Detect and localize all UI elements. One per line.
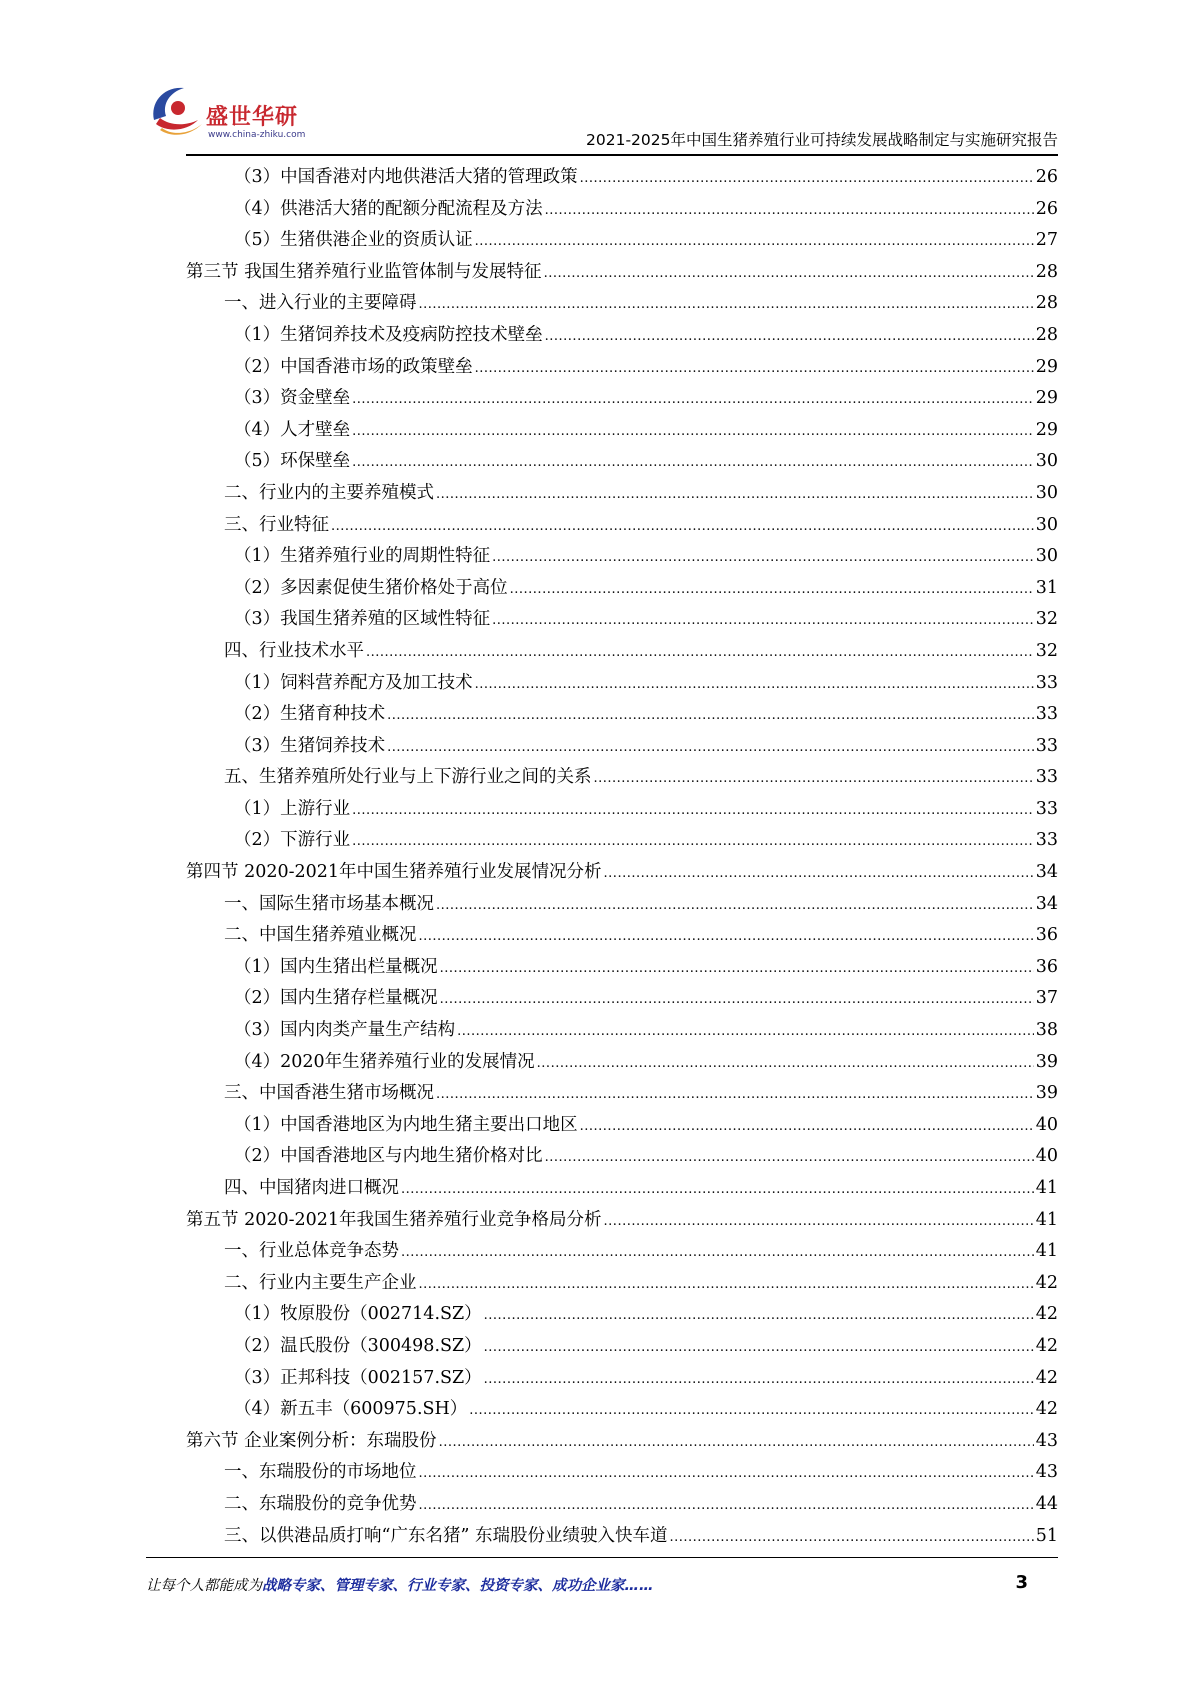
footer-divider <box>146 1557 1058 1558</box>
toc-entry-page: 29 <box>1035 356 1058 377</box>
toc-entry[interactable] <box>186 731 1058 763</box>
toc-entry-page: 38 <box>1035 1020 1058 1041</box>
toc-entry-title: （1）生猪饲养技术及疫病防控技术壁垒 <box>234 324 543 345</box>
toc-leader-dots <box>457 1016 1034 1048</box>
toc-entry-title: 五、生猪养殖所处行业与上下游行业之间的关系 <box>224 767 592 788</box>
toc-leader-dots <box>352 826 1034 858</box>
toc-entry[interactable] <box>186 1236 1058 1268</box>
toc-leader-dots <box>419 921 1034 953</box>
toc-leader-dots <box>594 763 1034 795</box>
toc-entry-page: 32 <box>1035 640 1058 661</box>
toc-entry-page: 42 <box>1035 1304 1058 1325</box>
toc-entry-page: 29 <box>1035 419 1058 440</box>
company-logo <box>146 80 326 150</box>
toc-entry-page: 36 <box>1035 925 1058 946</box>
toc-entry-title: （5）生猪供港企业的资质认证 <box>234 230 473 251</box>
toc-entry[interactable] <box>186 920 1058 952</box>
toc-entry[interactable] <box>186 352 1058 384</box>
toc-entry-title: （2）下游行业 <box>234 830 351 851</box>
toc-leader-dots <box>475 353 1034 385</box>
toc-entry[interactable] <box>186 257 1058 289</box>
toc-entry-page: 44 <box>1035 1493 1058 1514</box>
toc-entry[interactable] <box>186 762 1058 794</box>
toc-entry-title: 二、行业内的主要养殖模式 <box>224 482 434 503</box>
toc-leader-dots <box>492 605 1034 637</box>
toc-entry-page: 31 <box>1035 577 1058 598</box>
toc-entry-page: 33 <box>1035 830 1058 851</box>
toc-leader-dots <box>484 1332 1034 1364</box>
toc-entry-page: 26 <box>1035 167 1058 187</box>
toc-entry[interactable] <box>186 1299 1058 1331</box>
toc-entry-title: 二、行业内主要生产企业 <box>224 1272 417 1293</box>
toc-entry-title: 第三节 我国生猪养殖行业监管体制与发展特征 <box>186 261 542 282</box>
toc-entry-title: （3）我国生猪养殖的区域性特征 <box>234 609 491 630</box>
toc-entry-page: 41 <box>1035 1209 1058 1230</box>
toc-entry-page: 40 <box>1035 1146 1058 1167</box>
brand-name: 盛世华研 <box>206 105 299 130</box>
toc-entry[interactable] <box>186 699 1058 731</box>
toc-leader-dots <box>537 1048 1034 1080</box>
toc-entry-page: 33 <box>1035 798 1058 819</box>
toc-entry[interactable] <box>186 1489 1058 1521</box>
logo-emblem-icon <box>146 80 208 142</box>
toc-leader-dots <box>419 289 1034 321</box>
toc-leader-dots <box>604 858 1034 890</box>
toc-leader-dots <box>469 1395 1033 1427</box>
toc-entry[interactable] <box>186 415 1058 447</box>
toc-entry[interactable] <box>186 320 1058 352</box>
toc-entry-page: 36 <box>1035 956 1058 977</box>
toc-entry[interactable] <box>186 1331 1058 1363</box>
toc-entry-page: 33 <box>1035 735 1058 756</box>
toc-entry[interactable] <box>186 889 1058 921</box>
toc-entry-page: 32 <box>1035 609 1058 630</box>
toc-entry-page: 30 <box>1035 482 1058 503</box>
toc-leader-dots <box>401 1174 1034 1206</box>
toc-entry-title: （2）国内生猪存栏量概况 <box>234 988 438 1009</box>
toc-entry[interactable] <box>186 952 1058 984</box>
footer-slogan-lead: 让每个人都能成为 <box>146 1578 262 1594</box>
toc-entry-page: 40 <box>1035 1114 1058 1135</box>
toc-entry-page: 34 <box>1035 893 1058 914</box>
toc-leader-dots <box>419 1269 1034 1301</box>
toc-leader-dots <box>440 984 1034 1016</box>
toc-entry-title: （2）多因素促使生猪价格处于高位 <box>234 577 508 598</box>
toc-entry-title: 二、中国生猪养殖业概况 <box>224 925 417 946</box>
toc-leader-dots <box>387 700 1034 732</box>
toc-entry-title: 三、行业特征 <box>224 514 329 535</box>
toc-entry-title: （4）新五丰（600975.SH） <box>234 1399 468 1420</box>
toc-entry-page: 41 <box>1035 1241 1058 1262</box>
toc-entry[interactable] <box>186 225 1058 257</box>
toc-leader-dots <box>484 1300 1034 1332</box>
toc-entry-page: 42 <box>1035 1399 1058 1420</box>
toc-entry-page: 30 <box>1035 514 1058 535</box>
toc-entry[interactable] <box>186 288 1058 320</box>
toc-leader-dots <box>436 479 1034 511</box>
toc-leader-dots <box>510 574 1034 606</box>
toc-entry-page: 33 <box>1035 767 1058 788</box>
toc-entry-title: （1）生猪养殖行业的周期性特征 <box>234 546 491 567</box>
toc-entry[interactable] <box>186 541 1058 573</box>
toc-entry-title: （3）资金壁垒 <box>234 388 351 409</box>
toc-entry-page: 33 <box>1035 672 1058 693</box>
toc-entry-title: （2）中国香港地区与内地生猪价格对比 <box>234 1146 543 1167</box>
toc-entry[interactable] <box>186 194 1058 226</box>
toc-entry-title: （4）2020年生猪养殖行业的发展情况 <box>234 1051 535 1072</box>
toc-entry[interactable] <box>186 604 1058 636</box>
toc-leader-dots <box>331 511 1034 543</box>
toc-leader-dots <box>366 637 1034 669</box>
toc-entry-page: 37 <box>1035 988 1058 1009</box>
toc-leader-dots <box>545 321 1034 353</box>
toc-entry[interactable] <box>186 1047 1058 1079</box>
toc-entry-title: 一、国际生猪市场基本概况 <box>224 893 434 914</box>
toc-entry-title: （1）中国香港地区为内地生猪主要出口地区 <box>234 1114 578 1135</box>
toc-entry-title: 第五节 2020-2021年我国生猪养殖行业竞争格局分析 <box>186 1209 602 1230</box>
toc-entry-page: 42 <box>1035 1367 1058 1388</box>
toc-entry-page: 42 <box>1035 1272 1058 1293</box>
toc-entry-title: 一、进入行业的主要障碍 <box>224 293 417 314</box>
toc-leader-dots <box>439 1427 1034 1459</box>
toc-entry-page: 42 <box>1035 1335 1058 1356</box>
toc-entry-title: （3）国内肉类产量生产结构 <box>234 1020 456 1041</box>
toc-leader-dots <box>401 1237 1034 1269</box>
toc-leader-dots <box>352 795 1034 827</box>
toc-leader-dots <box>544 258 1034 290</box>
toc-entry-title: （1）上游行业 <box>234 798 351 819</box>
toc-entry-page: 43 <box>1035 1430 1058 1451</box>
toc-leader-dots <box>669 1522 1033 1554</box>
table-of-contents <box>186 162 1058 1552</box>
toc-entry-title: 第四节 2020-2021年中国生猪养殖行业发展情况分析 <box>186 862 602 883</box>
toc-entry-title: （3）正邦科技（002157.SZ） <box>234 1367 482 1388</box>
toc-entry-title: 三、中国香港生猪市场概况 <box>224 1083 434 1104</box>
toc-entry-page: 30 <box>1035 546 1058 567</box>
toc-entry[interactable] <box>186 162 1058 194</box>
toc-leader-dots <box>545 195 1034 227</box>
toc-entry-title: 一、行业总体竞争态势 <box>224 1241 399 1262</box>
page-header <box>146 80 1058 152</box>
toc-leader-dots <box>492 542 1034 574</box>
toc-entry[interactable] <box>186 1173 1058 1205</box>
toc-entry-title: 三、以供港品质打响“广东名猪” 东瑞股份业绩驶入快车道 <box>224 1525 668 1546</box>
toc-entry[interactable] <box>186 573 1058 605</box>
toc-leader-dots <box>545 1142 1034 1174</box>
toc-entry[interactable] <box>186 446 1058 478</box>
toc-entry-page: 27 <box>1035 230 1058 251</box>
toc-entry-page: 39 <box>1035 1083 1058 1104</box>
toc-entry[interactable] <box>186 1110 1058 1142</box>
toc-entry[interactable] <box>186 794 1058 826</box>
toc-leader-dots <box>436 1079 1034 1111</box>
brand-url: www.china-zhiku.com <box>208 130 306 140</box>
toc-entry-title: （4）供港活大猪的配额分配流程及方法 <box>234 198 543 219</box>
toc-entry-title: 四、行业技术水平 <box>224 640 364 661</box>
toc-entry-title: （1）饲料营养配方及加工技术 <box>234 672 473 693</box>
toc-entry[interactable] <box>186 1205 1058 1237</box>
toc-leader-dots <box>484 1364 1034 1396</box>
toc-entry-page: 41 <box>1035 1178 1058 1198</box>
toc-leader-dots <box>352 447 1034 479</box>
footer-slogan-roles: 战略专家、管理专家、行业专家、投资专家、成功企业家…… <box>262 1578 654 1594</box>
toc-entry-title: （1）国内生猪出栏量概况 <box>234 956 438 977</box>
report-title: 2021-2025年中国生猪养殖行业可持续发展战略制定与实施研究报告 <box>586 131 1058 149</box>
page-number: 3 <box>1015 1572 1028 1593</box>
toc-entry-page: 39 <box>1035 1051 1058 1072</box>
toc-entry-title: （4）人才壁垒 <box>234 419 351 440</box>
toc-entry[interactable] <box>186 1363 1058 1395</box>
toc-entry-title: （2）中国香港市场的政策壁垒 <box>234 356 473 377</box>
toc-entry-title: （3）中国香港对内地供港活大猪的管理政策 <box>234 167 578 187</box>
toc-entry[interactable] <box>186 478 1058 510</box>
toc-entry[interactable] <box>186 1426 1058 1458</box>
toc-entry[interactable] <box>186 857 1058 889</box>
toc-entry[interactable] <box>186 825 1058 857</box>
toc-entry-title: （2）温氏股份（300498.SZ） <box>234 1335 482 1356</box>
toc-entry-page: 30 <box>1035 451 1058 472</box>
toc-entry-page: 28 <box>1035 324 1058 345</box>
toc-leader-dots <box>475 226 1034 258</box>
toc-entry[interactable] <box>186 636 1058 668</box>
toc-entry-page: 26 <box>1035 198 1058 219</box>
toc-entry-page: 33 <box>1035 704 1058 725</box>
toc-entry[interactable] <box>186 1457 1058 1489</box>
toc-entry-title: （2）生猪育种技术 <box>234 704 386 725</box>
toc-leader-dots <box>436 890 1034 922</box>
toc-leader-dots <box>419 1490 1034 1522</box>
toc-entry[interactable] <box>186 383 1058 415</box>
toc-entry-page: 51 <box>1035 1525 1058 1546</box>
header-divider <box>186 154 1058 156</box>
toc-entry[interactable] <box>186 1015 1058 1047</box>
toc-entry[interactable] <box>186 1394 1058 1426</box>
toc-entry-title: （5）环保壁垒 <box>234 451 351 472</box>
page-footer <box>146 1574 1058 1598</box>
toc-leader-dots <box>604 1206 1034 1238</box>
toc-entry-page: 34 <box>1035 862 1058 883</box>
toc-entry[interactable] <box>186 1078 1058 1110</box>
toc-entry-title: 一、东瑞股份的市场地位 <box>224 1462 417 1483</box>
toc-entry[interactable] <box>186 1268 1058 1300</box>
toc-leader-dots <box>419 1458 1034 1490</box>
toc-leader-dots <box>440 953 1034 985</box>
toc-leader-dots <box>580 1111 1034 1143</box>
toc-leader-dots <box>352 416 1034 448</box>
toc-entry-title: 二、东瑞股份的竞争优势 <box>224 1493 417 1514</box>
toc-entry-title: 四、中国猪肉进口概况 <box>224 1178 399 1198</box>
toc-entry-page: 29 <box>1035 388 1058 409</box>
toc-entry-title: （3）生猪饲养技术 <box>234 735 386 756</box>
toc-leader-dots <box>387 732 1034 764</box>
toc-entry[interactable] <box>186 1521 1058 1553</box>
toc-entry-page: 28 <box>1035 293 1058 314</box>
toc-entry-title: 第六节 企业案例分析：东瑞股份 <box>186 1430 437 1451</box>
toc-entry[interactable] <box>186 668 1058 700</box>
toc-entry-page: 43 <box>1035 1462 1058 1483</box>
toc-leader-dots <box>580 163 1034 195</box>
toc-leader-dots <box>352 384 1034 416</box>
toc-entry[interactable] <box>186 510 1058 542</box>
toc-entry[interactable] <box>186 983 1058 1015</box>
toc-entry[interactable] <box>186 1141 1058 1173</box>
toc-entry-title: （1）牧原股份（002714.SZ） <box>234 1304 482 1325</box>
toc-entry-page: 28 <box>1035 261 1058 282</box>
toc-leader-dots <box>475 669 1034 701</box>
